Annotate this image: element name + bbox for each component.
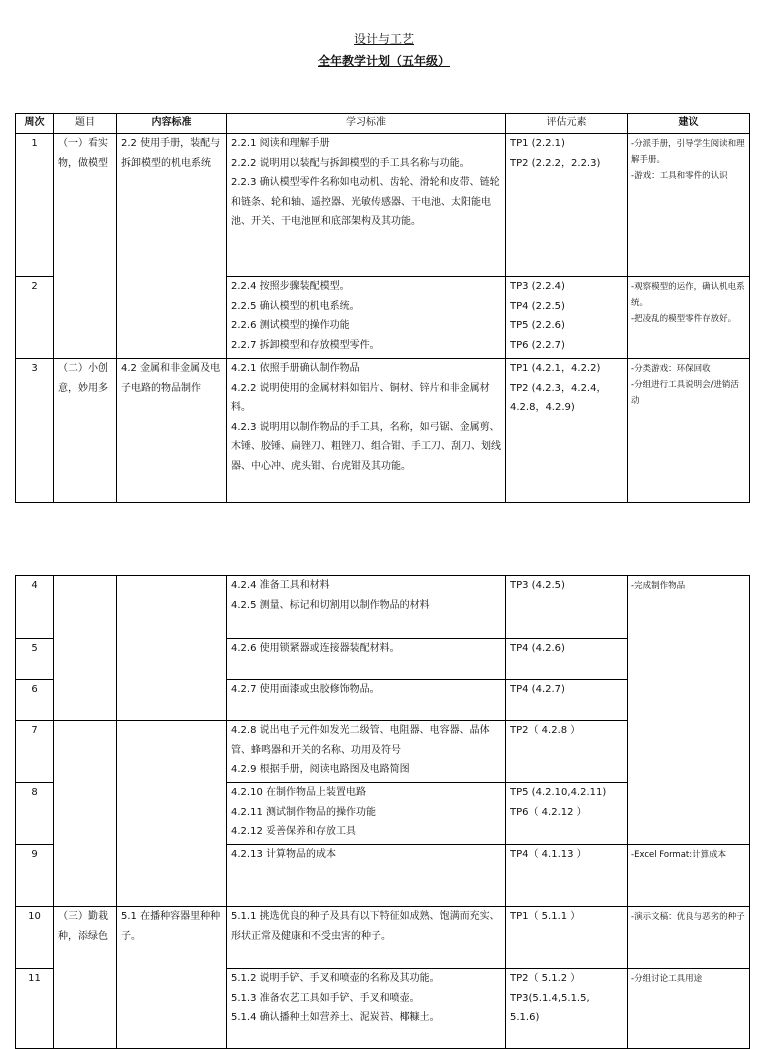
- week-cell: 2: [16, 277, 54, 359]
- content-cell: 4.2 金属和非金属及电子电路的物品制作: [117, 359, 227, 503]
- standard-item: 4.2.3 说明用以制作物品的手工具，名称，如弓锯、金属剪、木锤、胶锤、扁锉刀、粗锉刀、组合钳、手工刀、刮刀、划线器、中心冲、虎头钳、台虎钳及其功能。: [231, 421, 501, 472]
- standard-item: 5.1.4 确认播种土如营养土、泥炭苔、椰糠土。: [231, 1012, 440, 1023]
- plan-table-page1: [15, 113, 750, 503]
- standards-cell: [227, 783, 506, 845]
- evaluation-item: TP6 (2.2.7): [510, 339, 565, 351]
- standard-item: 4.2.4 准备工具和材料: [231, 580, 330, 591]
- evaluation-cell: [506, 277, 628, 359]
- evaluation-item: TP2 (2.2.2，2.2.3): [510, 157, 601, 169]
- evaluation-item: TP1（ 5.1.1 ）: [510, 911, 581, 922]
- evaluation-item: TP1 (4.2.1，4.2.2): [510, 363, 601, 374]
- week-cell: 6: [16, 680, 54, 721]
- evaluation-item: TP5 (2.2.6): [510, 320, 565, 331]
- evaluation-cell: [506, 721, 628, 783]
- content-cell: 2.2 使用手册，装配与拆卸模型的机电系统: [117, 134, 227, 359]
- standard-item: 4.2.2 说明使用的金属材料如铝片、铜材、锌片和非金属材料。: [231, 382, 490, 413]
- standard-item: 4.2.11 测试制作物品的操作功能: [231, 806, 376, 818]
- evaluation-item: TP3 (4.2.5): [510, 580, 565, 591]
- evaluation-cell: [506, 845, 628, 907]
- standard-item: 2.2.3 确认模型零件名称如电动机、齿轮、滑轮和皮带、链轮和链条、轮和轴、遥控器、光敏传感器、干电池、太阳能电池、开关、干电池匣和底部架构及其功能。: [231, 177, 500, 227]
- standard-item: 5.1.2 说明手铲、手叉和喷壶的名称及其功能。: [231, 973, 440, 984]
- col-header-topic: 题目: [54, 114, 117, 134]
- standard-item: 4.2.10 在制作物品上装置电路: [231, 787, 366, 798]
- standards-cell: [227, 845, 506, 907]
- suggestion-cell: -观察模型的运作，确认机电系统。 -把凌乱的模型零件存放好。: [628, 277, 750, 359]
- evaluation-cell: [506, 783, 628, 845]
- standard-item: 4.2.7 使用面漆或虫胶修饰物品。: [231, 684, 380, 695]
- evaluation-cell: [506, 969, 628, 1049]
- evaluation-cell: [506, 359, 628, 503]
- standards-cell: [227, 969, 506, 1049]
- col-header-evaluation: 评估元素: [506, 114, 628, 134]
- evaluation-item: TP6（ 4.2.12 ）: [510, 806, 587, 818]
- topic-cell: [54, 721, 117, 907]
- evaluation-item: 5.1.6): [510, 1012, 540, 1023]
- standard-item: 4.2.12 妥善保养和存放工具: [231, 826, 356, 837]
- standard-item: 4.2.9 根据手册，阅读电路图及电路简图: [231, 764, 410, 775]
- table-row: [16, 576, 750, 639]
- suggestion-cell: -Excel Format:计算成本: [628, 845, 750, 907]
- standard-item: 4.2.6 使用锁紧器或连接器装配材料。: [231, 643, 400, 654]
- standard-item: 2.2.5 确认模型的机电系统。: [231, 300, 360, 312]
- evaluation-item: TP4（ 4.1.13 ）: [510, 849, 587, 860]
- standard-item: 5.1.3 准备农艺工具如手铲、手叉和喷壶。: [231, 992, 420, 1004]
- standard-item: 2.2.6 测试模型的操作功能: [231, 320, 350, 331]
- evaluation-item: TP1 (2.2.1): [510, 138, 565, 149]
- week-cell: 1: [16, 134, 54, 277]
- document-subtitle: 全年教学计划（五年级）: [317, 54, 450, 68]
- standard-item: 4.2.8 说出电子元件如发光二级管、电阻器、电容器、晶体管、蜂鸣器和开关的名称、功用及符号: [231, 725, 490, 756]
- content-cell: 5.1 在播种容器里种种子。: [117, 907, 227, 1049]
- evaluation-item: TP3(5.1.4,5.1.5,: [510, 992, 590, 1004]
- content-cell: [117, 576, 227, 721]
- week-cell: 4: [16, 576, 54, 639]
- table-row: [16, 907, 750, 969]
- week-cell: 10: [16, 907, 54, 969]
- evaluation-item: TP5 (4.2.10,4.2.11): [510, 787, 607, 798]
- plan-table-page2: [15, 575, 750, 1049]
- document-title: 设计与工艺: [353, 32, 414, 46]
- week-cell: 5: [16, 639, 54, 680]
- standard-item: 5.1.1 挑选优良的种子及具有以下特征如成熟、饱满而充实、形状正常及健康和不受虫害的种子。: [231, 911, 500, 942]
- table-row: [16, 359, 750, 503]
- evaluation-cell: [506, 134, 628, 277]
- evaluation-cell: [506, 639, 628, 680]
- evaluation-cell: [506, 680, 628, 721]
- col-header-content: 内容标准: [117, 114, 227, 134]
- topic-cell: [54, 576, 117, 721]
- standards-cell: [227, 907, 506, 969]
- topic-cell: （一）看实物，做模型: [54, 134, 117, 359]
- evaluation-item: TP4 (4.2.6): [510, 643, 565, 654]
- standard-item: 2.2.1 阅读和理解手册: [231, 138, 330, 149]
- evaluation-item: TP2（ 4.2.8 ）: [510, 725, 581, 736]
- standards-cell: [227, 359, 506, 503]
- week-cell: 11: [16, 969, 54, 1049]
- suggestion-cell: -演示文稿：优良与恶劣的种子: [628, 907, 750, 969]
- week-cell: 9: [16, 845, 54, 907]
- evaluation-item: TP2（ 5.1.2 ）: [510, 973, 581, 984]
- evaluation-cell: [506, 907, 628, 969]
- standards-cell: [227, 639, 506, 680]
- table-header-row: [16, 114, 750, 134]
- standard-item: 4.2.5 测量、标记和切割用以制作物品的材料: [231, 599, 430, 611]
- suggestion-cell: -分组讨论工具用途: [628, 969, 750, 1049]
- evaluation-item: TP4 (2.2.5): [510, 300, 565, 312]
- evaluation-cell: [506, 576, 628, 639]
- evaluation-item: TP4 (4.2.7): [510, 684, 565, 695]
- suggestion-cell: -分类游戏：环保回收 -分组进行工具说明会/进销活动: [628, 359, 750, 503]
- standards-cell: [227, 680, 506, 721]
- week-cell: 3: [16, 359, 54, 503]
- topic-cell: （三）勤栽种，添绿色: [54, 907, 117, 1049]
- table-row: [16, 134, 750, 277]
- standards-cell: [227, 576, 506, 639]
- col-header-standards: 学习标准: [227, 114, 506, 134]
- topic-cell: （二）小创意，妙用多: [54, 359, 117, 503]
- standard-item: 2.2.7 拆卸模型和存放模型零件。: [231, 339, 380, 351]
- content-cell: [117, 721, 227, 907]
- standard-item: 2.2.2 说明用以装配与拆卸模型的手工具名称与功能。: [231, 157, 470, 169]
- week-cell: 8: [16, 783, 54, 845]
- week-cell: 7: [16, 721, 54, 783]
- standard-item: 2.2.4 按照步骤装配模型。: [231, 281, 350, 292]
- evaluation-item: TP2 (4.2.3，4.2.4，4.2.8，4.2.9): [510, 382, 607, 413]
- col-header-suggestion: 建议: [628, 114, 750, 134]
- suggestion-cell: -分派手册，引导学生阅读和理解手册。 -游戏：工具和零件的认识: [628, 134, 750, 277]
- standard-item: 4.2.13 计算物品的成本: [231, 849, 336, 860]
- standards-cell: [227, 721, 506, 783]
- standard-item: 4.2.1 依照手册确认制作物品: [231, 363, 360, 374]
- suggestion-cell: -完成制作物品: [628, 576, 750, 845]
- standards-cell: [227, 277, 506, 359]
- evaluation-item: TP3 (2.2.4): [510, 281, 565, 292]
- standards-cell: [227, 134, 506, 277]
- col-header-week: 周次: [16, 114, 54, 134]
